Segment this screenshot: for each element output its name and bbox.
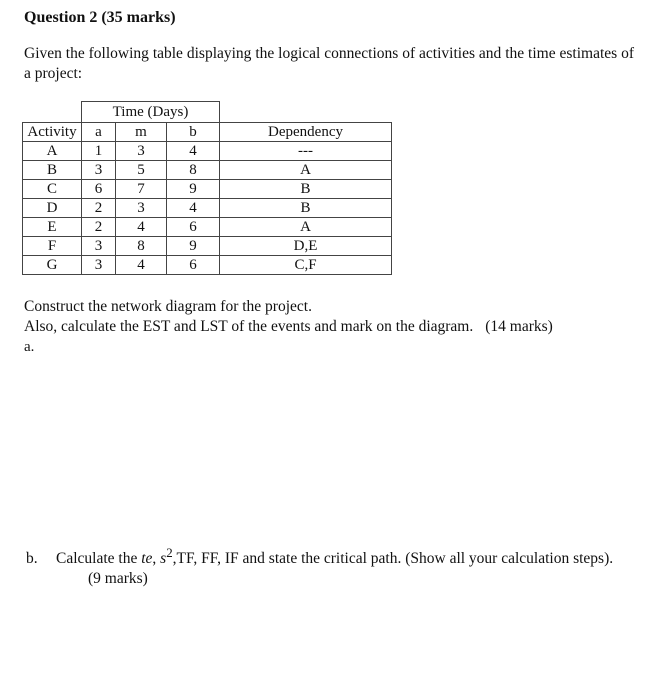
table-row	[23, 218, 392, 237]
s-squared-superscript: 2	[166, 545, 173, 560]
part-a-label: a.	[24, 339, 35, 355]
table-header-row	[23, 102, 392, 123]
b-cell: 8	[167, 161, 220, 180]
m-cell: 3	[116, 199, 167, 218]
part-a-line-2	[24, 317, 553, 337]
empty-header-cell	[220, 102, 392, 123]
activity-cell: G	[23, 256, 82, 275]
m-cell: 4	[116, 218, 167, 237]
activity-cell: F	[23, 237, 82, 256]
table-row	[23, 256, 392, 275]
activity-table	[22, 101, 392, 275]
part-b-instructions	[26, 543, 613, 589]
dependency-cell: A	[220, 218, 392, 237]
table-row	[23, 237, 392, 256]
table-row	[23, 199, 392, 218]
part-a-instructions	[24, 297, 553, 337]
m-cell: 5	[116, 161, 167, 180]
te-symbol: te	[141, 550, 153, 568]
dependency-cell: ---	[220, 142, 392, 161]
activity-column-header: Activity	[23, 123, 82, 142]
dependency-column-header: Dependency	[220, 123, 392, 142]
m-cell: 8	[116, 237, 167, 256]
b-cell: 9	[167, 237, 220, 256]
b-cell: 6	[167, 256, 220, 275]
b-column-header: b	[167, 123, 220, 142]
b-cell: 6	[167, 218, 220, 237]
dependency-cell: A	[220, 161, 392, 180]
activity-cell: C	[23, 180, 82, 199]
activity-cell: A	[23, 142, 82, 161]
a-cell: 6	[82, 180, 116, 199]
a-cell: 2	[82, 218, 116, 237]
part-a-line-2-text: Also, calculate the EST and LST of the events and mark on the diagram.	[24, 318, 474, 335]
time-days-header: Time (Days)	[82, 102, 220, 123]
part-a-line-1: Construct the network diagram for the project.	[24, 298, 312, 315]
part-b-line-1	[26, 543, 613, 569]
m-cell: 7	[116, 180, 167, 199]
a-cell: 3	[82, 237, 116, 256]
a-column-header: a	[82, 123, 116, 142]
column-header-row	[23, 123, 392, 142]
part-a-marks: (14 marks)	[485, 318, 553, 335]
m-cell: 4	[116, 256, 167, 275]
m-column-header: m	[116, 123, 167, 142]
part-b-text-after: ,TF, FF, IF and state the critical path. (Show all your calculation steps).	[172, 550, 614, 568]
table-row	[23, 142, 392, 161]
question-heading: Question 2 (35 marks)	[24, 9, 176, 26]
table-row	[23, 180, 392, 199]
b-cell: 9	[167, 180, 220, 199]
activity-cell: E	[23, 218, 82, 237]
table-row	[23, 161, 392, 180]
a-cell: 2	[82, 199, 116, 218]
dependency-cell: B	[220, 199, 392, 218]
m-cell: 3	[116, 142, 167, 161]
b-cell: 4	[167, 142, 220, 161]
a-cell: 1	[82, 142, 116, 161]
part-b-marks: (9 marks)	[88, 570, 148, 588]
a-cell: 3	[82, 161, 116, 180]
dependency-cell: D,E	[220, 237, 392, 256]
activity-cell: B	[23, 161, 82, 180]
a-cell: 3	[82, 256, 116, 275]
part-b-text-before: Calculate the	[56, 550, 142, 568]
symbol-separator: ,	[152, 550, 161, 568]
question-intro: Given the following table displaying the logical connections of activities and the time estimates of a project:	[24, 45, 634, 82]
dependency-cell: C,F	[220, 256, 392, 275]
b-cell: 4	[167, 199, 220, 218]
activity-cell: D	[23, 199, 82, 218]
s-symbol: s	[160, 550, 167, 568]
part-b-label: b.	[26, 550, 38, 568]
dependency-cell: B	[220, 180, 392, 199]
empty-header-cell	[23, 102, 82, 123]
